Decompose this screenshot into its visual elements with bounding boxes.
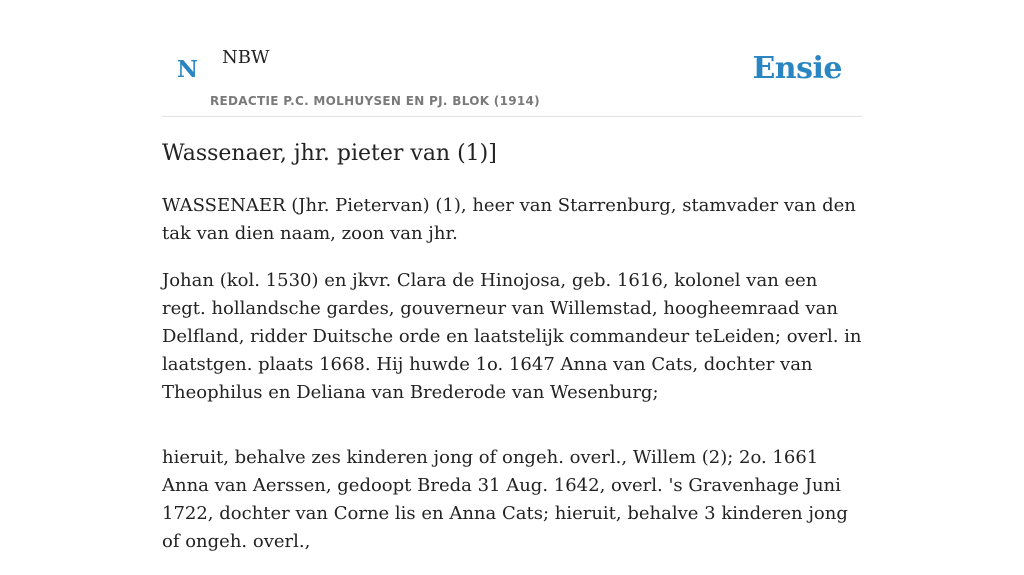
article-paragraph: WASSENAER (Jhr. Pietervan) (1), heer van Starrenburg, stamvader van den tak van dien naam, zoon van jhr. — [162, 195, 856, 244]
site-header — [162, 0, 862, 117]
source-editors: REDACTIE P.C. MOLHUYSEN EN PJ. BLOK (1914) — [210, 94, 540, 108]
source-name[interactable]: NBW — [222, 47, 270, 68]
article-paragraph: hieruit, behalve zes kinderen jong of ongeh. overl., Willem (2); 2o. 1661 Anna van Aerssen, gedoopt Breda 31 Aug. 1642, overl. 's Gravenhage Juni 1722, dochter van Corne lis en Anna Cats; hieruit, behalve 3 kinderen jong of ongeh. overl., — [162, 447, 848, 552]
source-logo[interactable]: N — [177, 56, 199, 83]
article-title: Wassenaer, jhr. pieter van (1)] — [162, 141, 497, 166]
article — [162, 138, 862, 575]
brand-logo[interactable]: Ensie — [752, 51, 842, 86]
article-paragraph: Johan (kol. 1530) en jkvr. Clara de Hinojosa, geb. 1616, kolonel van een regt. hollandsche gardes, gouverneur van Willemstad, hoogheemraad van Delfland, ridder Duitsche orde en laatstelijk commandeur teLeiden; overl. in laatstgen. plaats 1668. Hij huwde 1o. 1647 Anna van Cats, dochter van Theophilus en Deliana van Brederode van Wesenburg; — [162, 270, 862, 403]
